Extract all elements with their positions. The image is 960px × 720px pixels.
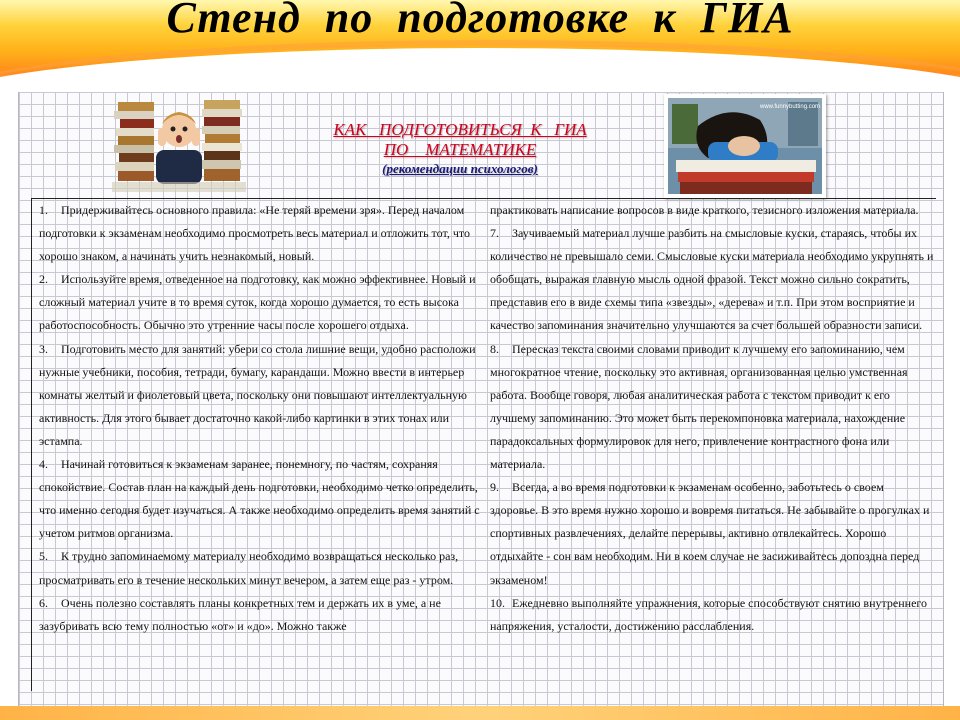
girl-sleeping-on-books-image	[664, 94, 826, 198]
subtitle-block	[280, 120, 640, 178]
recommendation-6: 6. Очень полезно составлять планы конкретных тем и держать их в уме, а не зазубривать всю тему полностью «от» и «до». Можно также	[39, 595, 441, 633]
recommendation-2: 2. Используйте время, отведенное на подготовку, как можно эффективнее. Новый и сложный материал учите в то время суток, когда хорошо думается, то есть высока работоспособность. Обычно это утренние часы после хорошего отдыха.	[39, 272, 476, 333]
boy-with-books-image	[112, 98, 246, 192]
recommendation-4: 4. Начинай готовиться к экзаменам заранее, понемногу, по частям, сохраняя спокойствие. Состав план на каждый день подготовки, необходимо четко определить, что именно сегодня будет изучаться. А также необходимо определить время занятий с учетом ритмов организма.	[39, 457, 480, 541]
subtitle-line-1: КАК ПОДГОТОВИТЬСЯ К ГИА	[333, 120, 587, 139]
subtitle-line-2: ПО МАТЕМАТИКЕ	[383, 140, 537, 159]
left-column	[39, 199, 487, 638]
subtitle-note: (рекомендации психологов)	[382, 161, 538, 176]
bottom-decorative-strip	[0, 706, 960, 720]
recommendation-7: 7. Заучиваемый материал лучше разбить на смысловые куски, стараясь, чтобы их количество не превышало семи. Смысловые куски материала необходимо укрупнять и обобщать, выражая главную мысль одной фразой. Текст можно сильно сократить, представив его в виде схемы типа «звезды», «дерева» и т.п. При этом восприятие и качество запоминания значительно улучшаются за счет большей образности записи.	[490, 226, 934, 333]
recommendation-5: 5. К трудно запоминаемому материалу необходимо возвращаться несколько раз, просматривать его в течение нескольких минут вечером, а затем еще раз - утром.	[39, 549, 459, 587]
recommendation-1: 1. Придерживайтесь основного правила: «Не теряй времени зря». Перед началом подготовки к экзаменам необходимо просмотреть весь материал и отложить тот, что хорошо знаком, а начинать учить незнакомый, новый.	[39, 203, 470, 264]
right-book-stack	[202, 100, 242, 181]
recommendation-10: 10. Ежедневно выполняйте упражнения, которые способствуют снятию внутреннего напряжения, усталости, достижению расслабления.	[490, 595, 928, 633]
boy-figure	[156, 112, 202, 184]
page-title: Стенд по подготовке к ГИА	[166, 0, 794, 42]
recommendation-3: 3. Подготовить место для занятий: убери со стола лишние вещи, удобно расположи нужные учебники, пособия, тетради, бумагу, карандаши. Можно ввести в интерьер комнаты желтый и фиолетовый цвета, поскольку они повышают интеллектуальную активность. Для этого бывает достаточно какой-либо картинки в этих тонах или эстампа.	[39, 341, 476, 448]
recommendation-9: 9. Всегда, а во время подготовки к экзаменам особенно, заботьтесь о своем здоровье. В это время нужно хорошо и вовремя питаться. Не забывайте о прогулках и спортивных развлечениях, делайте перерывы, активно отвлекайтесь. Хорошо отдыхайте - сон вам необходим. Ни в коем случае не засиживайтесь допоздна перед экзаменом!	[490, 480, 930, 587]
recommendations-text-box	[31, 198, 936, 691]
left-book-stack	[114, 102, 154, 181]
watermark-text: www.funnybutting.com	[760, 104, 821, 110]
recommendation-6-continued: практиковать написание вопросов в виде краткого, тезисного изложения материала.	[490, 203, 919, 217]
right-column	[490, 199, 934, 638]
recommendation-8: 8. Пересказ текста своими словами приводит к лучшему его запоминанию, чем многократное чтение, поскольку это активная, организованная целью умственная работа. Вообще говоря, любая аналитическая работа с текстом приводит к его лучшему запоминанию. Это может быть перекомпоновка материала, нахождение парадоксальных формулировок для него, привлечение контрастного фона или материала.	[490, 341, 908, 472]
